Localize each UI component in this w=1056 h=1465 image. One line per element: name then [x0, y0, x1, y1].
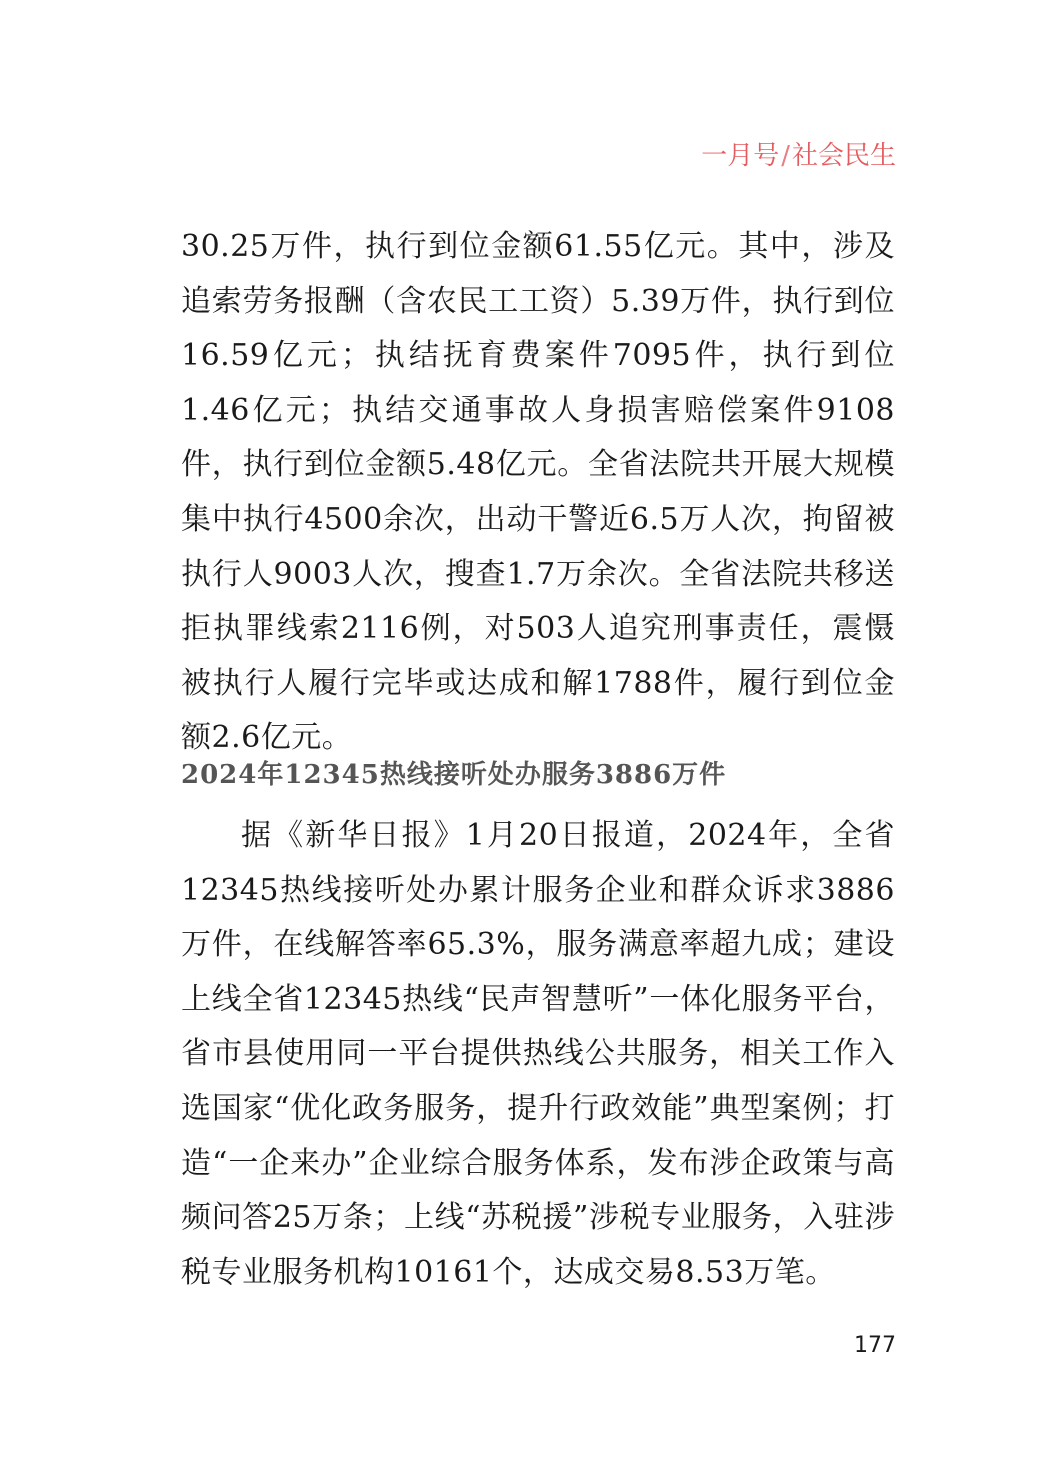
article-paragraph: 据《新华日报》1月20日报道，2024年，全省12345热线接听处办累计服务企业和群众诉求3886万件，在线解答率65.3%，服务满意率超九成；建设上线全省12345热线“民声智慧听”一体化服务平台，省市县使用同一平台提供热线公共服务，相关工作入选国家“优化政务服务，提升行政效能”典型案例；打造“一企来办”企业综合服务体系，发布涉企政策与高频问答25万条；上线“苏税援”涉税专业服务，入驻涉税专业服务机构10161个，达成交易8.53万笔。 — [181, 818, 895, 1290]
article-body — [181, 809, 895, 1300]
header-separator: / — [781, 141, 790, 171]
article-heading: 2024年12345热线接听处办服务3886万件 — [181, 760, 727, 790]
continued-article-body — [181, 220, 895, 766]
running-header — [700, 138, 896, 174]
page-number: 177 — [854, 1333, 896, 1358]
continued-paragraph: 30.25万件，执行到位金额61.55亿元。其中，涉及追索劳务报酬（含农民工工资）5.39万件，执行到位16.59亿元；执结抚育费案件7095件，执行到位1.46亿元；执结交通事故人身损害赔偿案件9108件，执行到位金额5.48亿元。全省法院共开展大规模集中执行4500余次，出动干警近6.5万人次，拘留被执行人9003人次，搜查1.7万余次。全省法院共移送拒执罪线索2116例，对503人追究刑事责任，震慑被执行人履行完毕或达成和解1788件，履行到位金额2.6亿元。 — [181, 229, 895, 756]
section-label: 社会民生 — [791, 141, 896, 171]
issue-label: 一月号 — [701, 141, 780, 171]
